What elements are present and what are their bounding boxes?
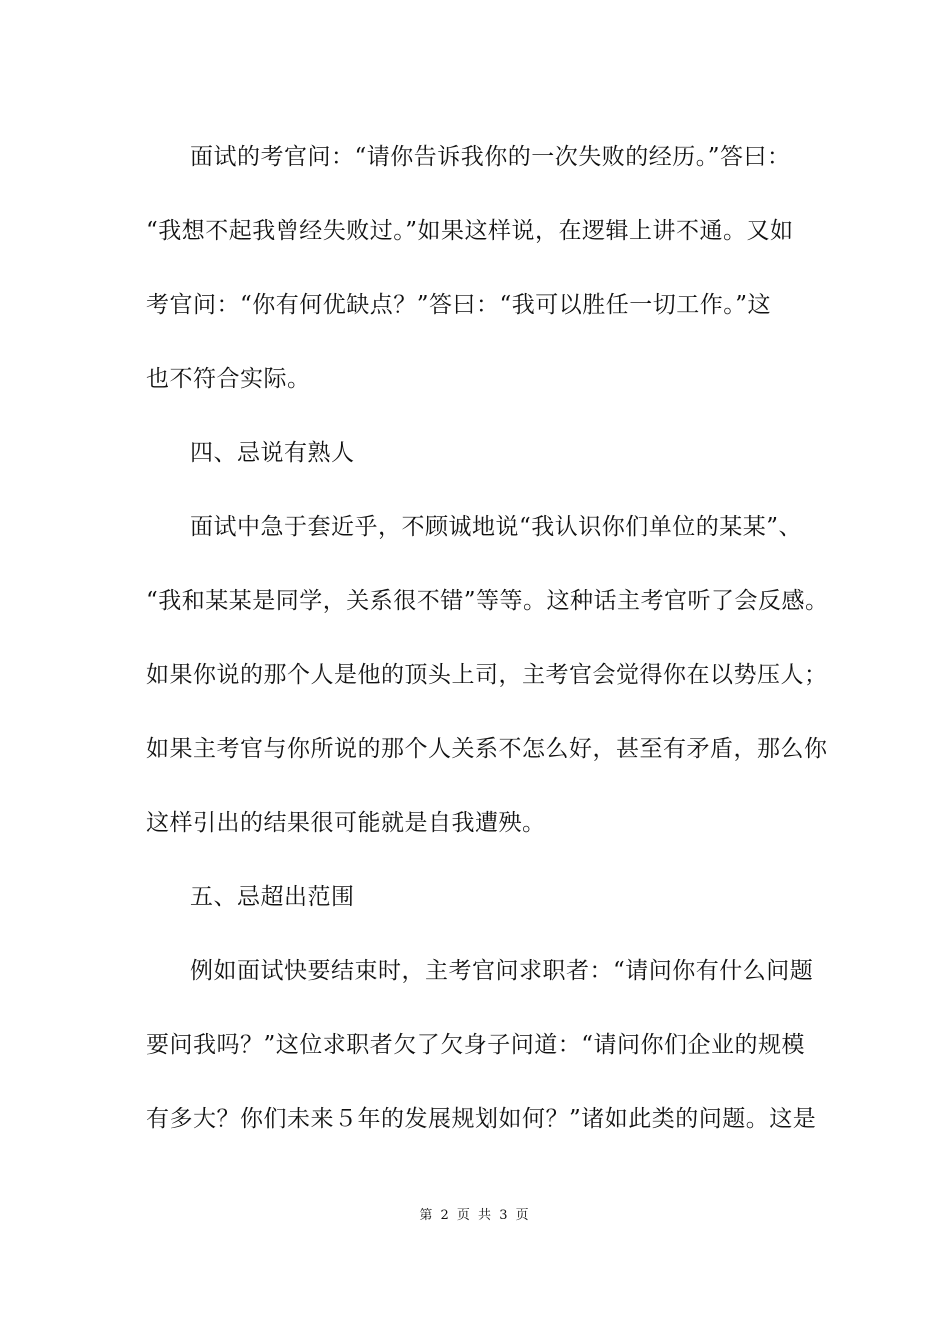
section-heading: 四、忌说有熟人 xyxy=(190,440,355,466)
paragraph-line: 有多大？你们未来５年的发展规划如何？”诸如此类的问题。这是 xyxy=(146,1106,817,1132)
paragraph-line: 面试的考官问：“请你告诉我你的一次失败的经历。”答曰： xyxy=(190,144,791,170)
paragraph-line: “我想不起我曾经失败过。”如果这样说，在逻辑上讲不通。又如 xyxy=(146,218,794,244)
paragraph-line: 也不符合实际。 xyxy=(146,366,311,392)
paragraph-line: 这样引出的结果很可能就是自我遭殃。 xyxy=(146,810,546,836)
paragraph-line: 面试中急于套近乎，不顾诚地说“我认识你们单位的某某”、 xyxy=(190,514,803,540)
paragraph-line: 例如面试快要结束时，主考官问求职者：“请问你有什么问题 xyxy=(190,958,814,984)
paragraph-line: “我和某某是同学，关系很不错”等等。这种话主考官听了会反感。 xyxy=(146,588,829,614)
paragraph-line: 要问我吗？”这位求职者欠了欠身子问道：“请问你们企业的规模 xyxy=(146,1032,806,1058)
page-number-footer: 第 2 页 共 3 页 xyxy=(419,1208,531,1223)
paragraph-line: 如果你说的那个人是他的顶头上司，主考官会觉得你在以势压人； xyxy=(146,662,828,688)
paragraph-line: 考官问：“你有何优缺点？”答曰：“我可以胜任一切工作。”这 xyxy=(146,292,772,318)
section-heading: 五、忌超出范围 xyxy=(190,884,355,910)
paragraph-line: 如果主考官与你所说的那个人关系不怎么好，甚至有矛盾，那么你 xyxy=(146,736,828,762)
